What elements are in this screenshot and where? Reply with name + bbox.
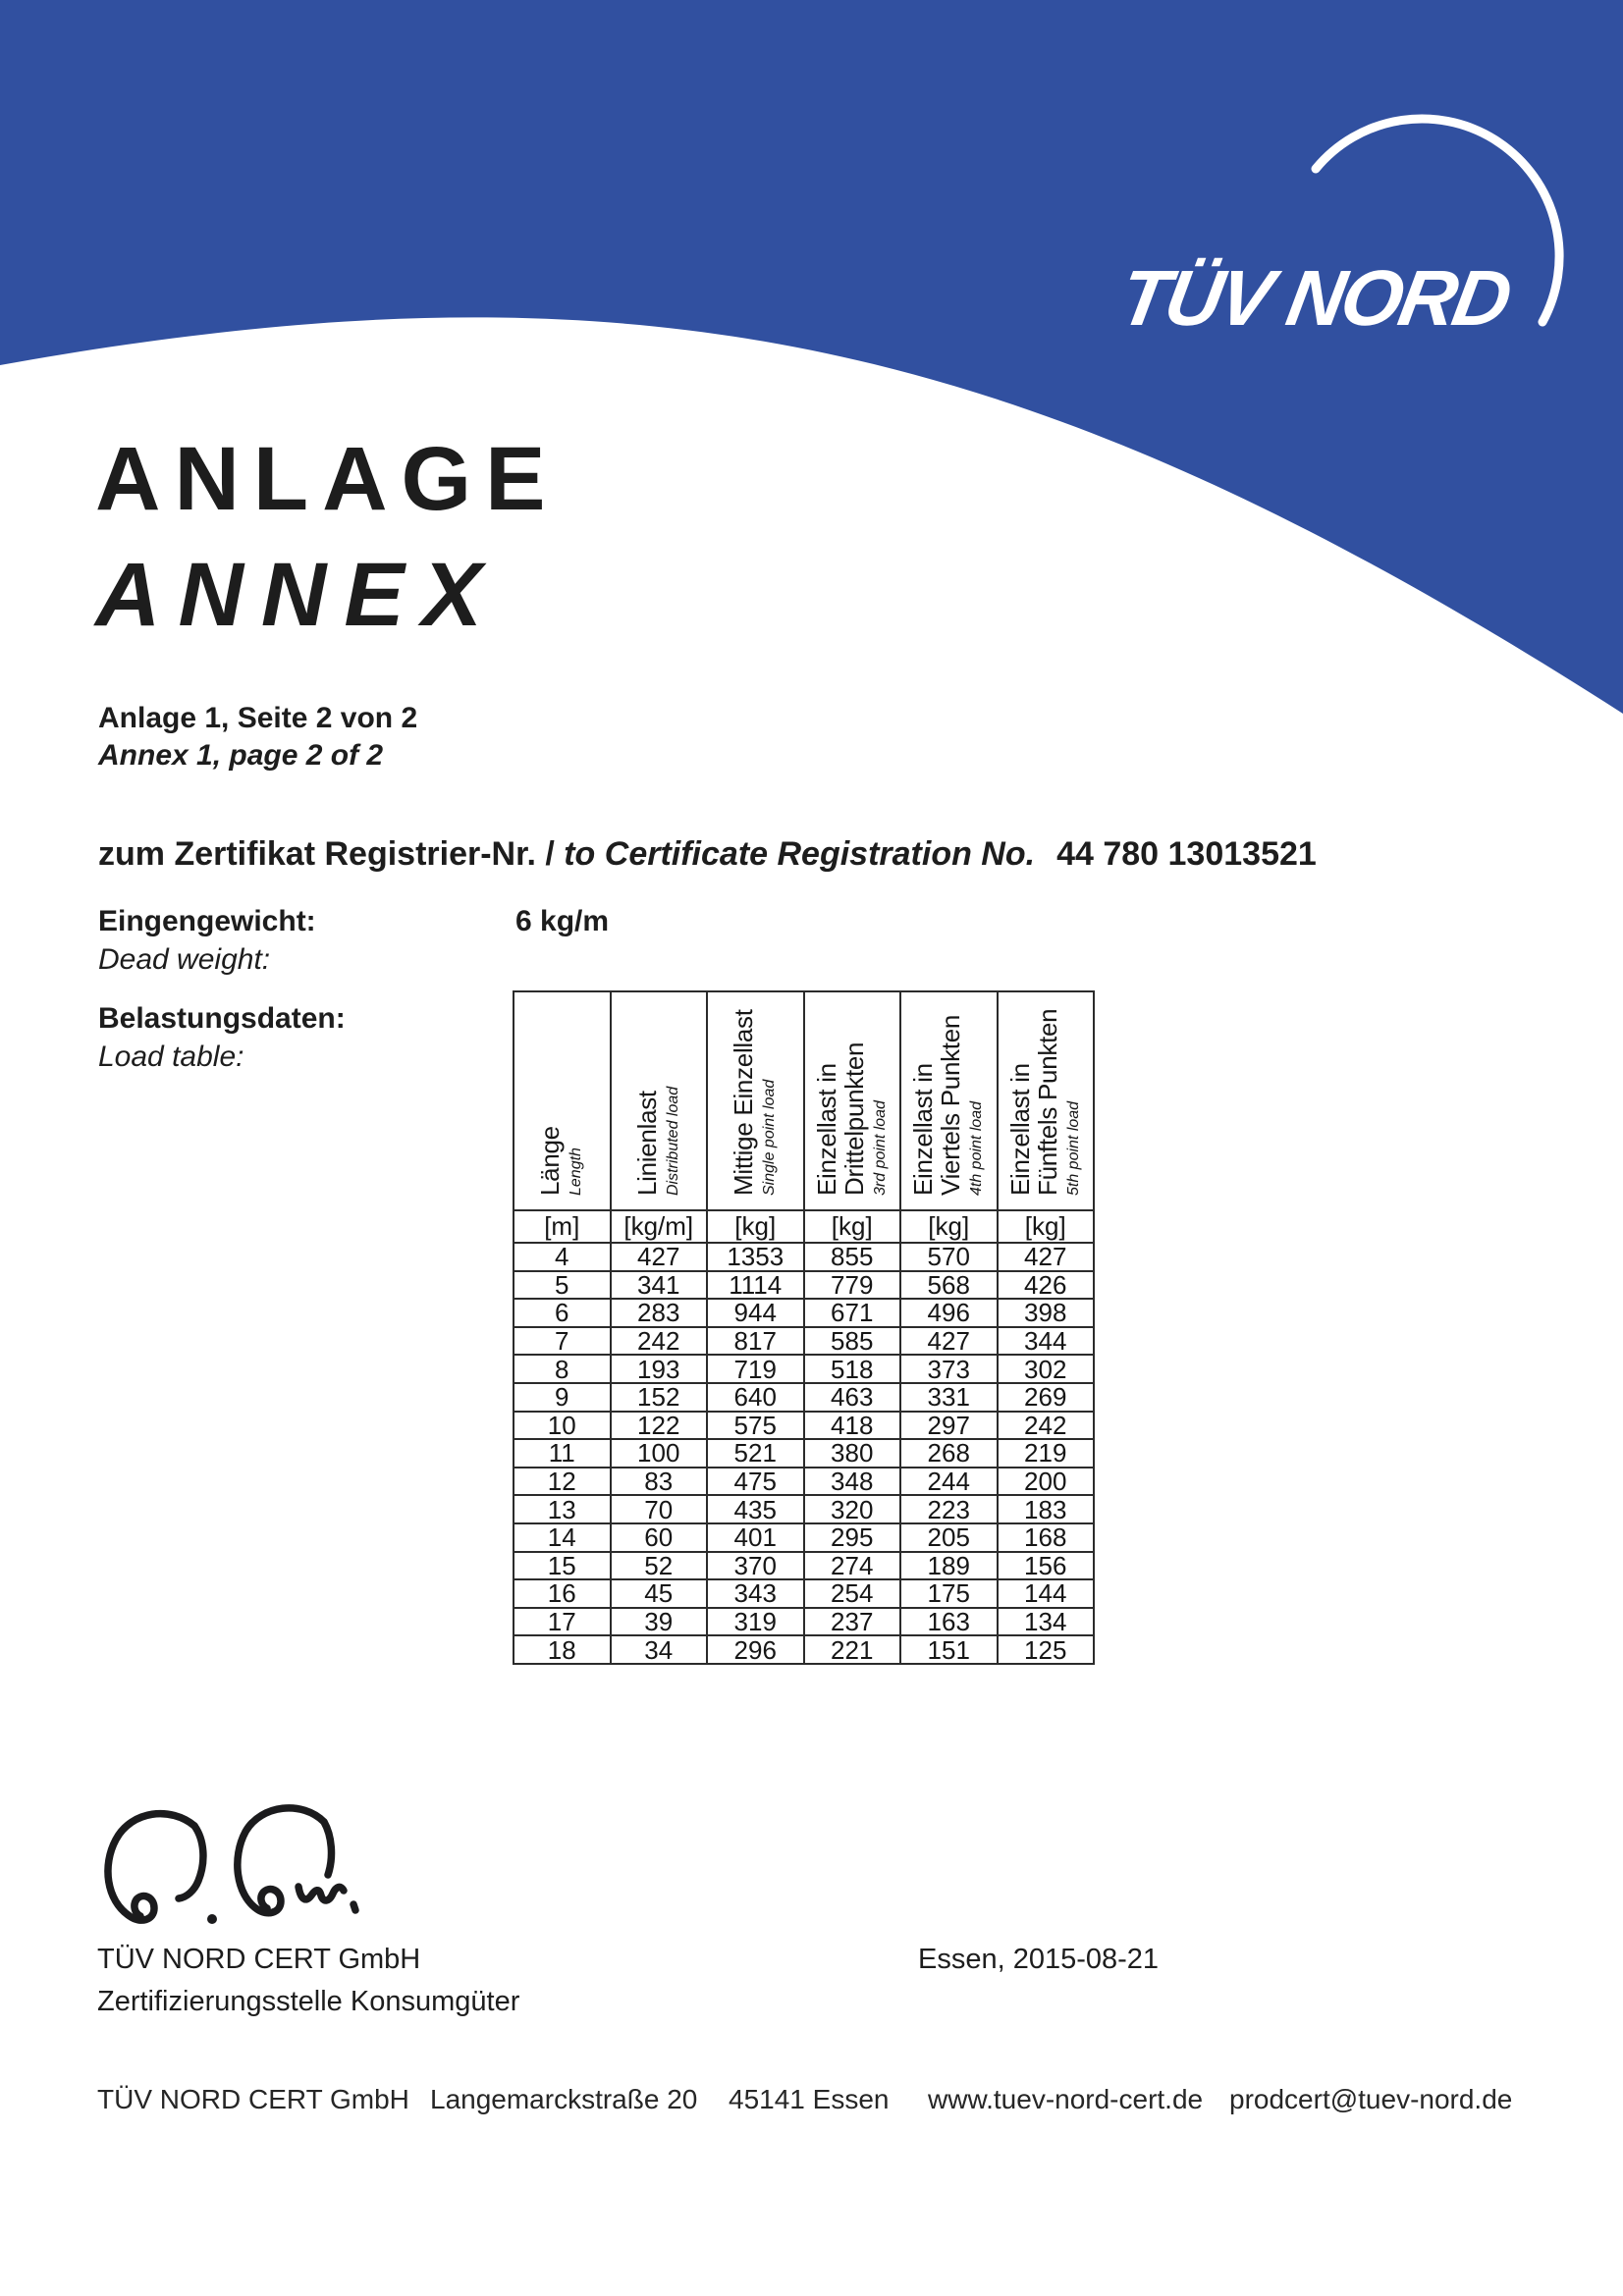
header-text: Fünftels Punkten [1032, 1008, 1062, 1196]
table-cell: 200 [998, 1468, 1095, 1496]
table-cell: 302 [998, 1355, 1095, 1383]
table-cell: 1353 [707, 1243, 804, 1271]
table-row [514, 1635, 1094, 1664]
table-header-row [514, 991, 1094, 1210]
header-text: Drittelpunkten [839, 1041, 869, 1196]
dead-weight-label-de: Eingengewicht: [98, 905, 316, 937]
dead-weight-label-en: Dead weight: [98, 943, 271, 976]
table-cell: 719 [707, 1355, 804, 1383]
certificate-registration-line [98, 834, 1317, 874]
table-cell: 237 [804, 1608, 901, 1636]
table-cell: 60 [611, 1523, 708, 1552]
table-cell: 401 [707, 1523, 804, 1552]
table-cell: 244 [900, 1468, 998, 1496]
table-cell: 125 [998, 1635, 1095, 1664]
table-cell: 34 [611, 1635, 708, 1664]
col-header-drittelpunkte [804, 991, 901, 1210]
table-cell: 398 [998, 1299, 1095, 1327]
table-cell: 10 [514, 1412, 611, 1440]
table-row [514, 1327, 1094, 1356]
table-row [514, 1468, 1094, 1496]
col-header-mittige-einzellast [707, 991, 804, 1210]
table-cell: 779 [804, 1271, 901, 1300]
table-cell: 435 [707, 1495, 804, 1523]
load-table-label-en: Load table: [98, 1041, 244, 1073]
table-cell: 183 [998, 1495, 1095, 1523]
table-cell: 52 [611, 1552, 708, 1580]
table-cell: 380 [804, 1439, 901, 1468]
annex-page-info-en: Annex 1, page 2 of 2 [98, 739, 384, 772]
unit-cell: [kg] [998, 1210, 1095, 1243]
table-cell: 189 [900, 1552, 998, 1580]
footer-website: www.tuev-nord-cert.de [928, 2084, 1204, 2114]
table-row [514, 1383, 1094, 1412]
table-cell: 274 [804, 1552, 901, 1580]
tuv-nord-logo: TÜV NORD [1112, 254, 1516, 343]
table-cell: 269 [998, 1383, 1095, 1412]
table-row [514, 1608, 1094, 1636]
table-units-row [514, 1210, 1094, 1243]
page-title-annex: ANNEX [95, 545, 501, 645]
signoff-place-date: Essen, 2015-08-21 [918, 1944, 1160, 1975]
table-cell: 944 [707, 1299, 804, 1327]
table-cell: 855 [804, 1243, 901, 1271]
table-cell: 331 [900, 1383, 998, 1412]
table-cell: 5 [514, 1271, 611, 1300]
table-cell: 463 [804, 1383, 901, 1412]
header-text: Einzellast in [1004, 1063, 1035, 1196]
col-header-laenge [514, 991, 611, 1210]
table-cell: 152 [611, 1383, 708, 1412]
table-cell: 18 [514, 1635, 611, 1664]
table-cell: 9 [514, 1383, 611, 1412]
header-text: Mittige Einzellast [729, 1009, 758, 1196]
table-body [514, 1243, 1094, 1664]
signature-scribble [96, 1802, 361, 1940]
table-cell: 348 [804, 1468, 901, 1496]
table-cell: 254 [804, 1579, 901, 1608]
table-cell: 13 [514, 1495, 611, 1523]
footer-city: 45141 Essen [729, 2084, 890, 2114]
table-cell: 11 [514, 1439, 611, 1468]
unit-cell: [kg] [900, 1210, 998, 1243]
table-cell: 221 [804, 1635, 901, 1664]
table-cell: 219 [998, 1439, 1095, 1468]
table-cell: 122 [611, 1412, 708, 1440]
dead-weight-value: 6 kg/m [515, 905, 610, 937]
table-cell: 427 [998, 1243, 1095, 1271]
table-row [514, 1243, 1094, 1271]
table-cell: 427 [900, 1327, 998, 1356]
page-title-anlage: ANLAGE [95, 429, 560, 529]
table-cell: 134 [998, 1608, 1095, 1636]
table-cell: 575 [707, 1412, 804, 1440]
header-text: Einzellast in [811, 1063, 841, 1196]
unit-cell: [kg/m] [611, 1210, 708, 1243]
header-text: Einzellast in [908, 1063, 938, 1196]
table-row [514, 1355, 1094, 1383]
col-header-viertelspunkte [900, 991, 998, 1210]
table-row [514, 1439, 1094, 1468]
table-cell: 70 [611, 1495, 708, 1523]
col-header-linienlast [611, 991, 708, 1210]
header-banner [0, 0, 1623, 815]
table-cell: 242 [998, 1412, 1095, 1440]
table-cell: 671 [804, 1299, 901, 1327]
table-cell: 496 [900, 1299, 998, 1327]
table-cell: 6 [514, 1299, 611, 1327]
table-cell: 817 [707, 1327, 804, 1356]
table-row [514, 1412, 1094, 1440]
table-cell: 296 [707, 1635, 804, 1664]
footer-company: TÜV NORD CERT GmbH [97, 2084, 409, 2114]
annex-page-info-de: Anlage 1, Seite 2 von 2 [98, 702, 418, 734]
table-cell: 297 [900, 1412, 998, 1440]
table-cell: 585 [804, 1327, 901, 1356]
table-cell: 427 [611, 1243, 708, 1271]
table-cell: 4 [514, 1243, 611, 1271]
table-row [514, 1495, 1094, 1523]
table-cell: 45 [611, 1579, 708, 1608]
table-cell: 205 [900, 1523, 998, 1552]
table-cell: 83 [611, 1468, 708, 1496]
signoff-org: TÜV NORD CERT GmbH [97, 1944, 421, 1975]
table-cell: 12 [514, 1468, 611, 1496]
signoff-dept: Zertifizierungsstelle Konsumgüter [97, 1986, 520, 2017]
header-text: Viertels Punkten [936, 1014, 965, 1196]
table-cell: 268 [900, 1439, 998, 1468]
load-table [513, 990, 1095, 1665]
header-text: Linienlast [631, 1091, 662, 1196]
col-header-fuenftelspunkte [998, 991, 1095, 1210]
unit-cell: [kg] [804, 1210, 901, 1243]
table-cell: 418 [804, 1412, 901, 1440]
unit-cell: [kg] [707, 1210, 804, 1243]
table-cell: 223 [900, 1495, 998, 1523]
table-cell: 144 [998, 1579, 1095, 1608]
table-cell: 319 [707, 1608, 804, 1636]
table-cell: 151 [900, 1635, 998, 1664]
table-cell: 568 [900, 1271, 998, 1300]
table-cell: 518 [804, 1355, 901, 1383]
unit-cell: [m] [514, 1210, 611, 1243]
table-cell: 175 [900, 1579, 998, 1608]
table-cell: 156 [998, 1552, 1095, 1580]
table-cell: 344 [998, 1327, 1095, 1356]
table-cell: 17 [514, 1608, 611, 1636]
table-row [514, 1552, 1094, 1580]
header-subtext: Distributed load [664, 1086, 681, 1196]
table-cell: 521 [707, 1439, 804, 1468]
table-cell: 475 [707, 1468, 804, 1496]
header-subtext: 4th point load [968, 1100, 985, 1196]
header-subtext: 3rd point load [871, 1100, 889, 1196]
table-cell: 373 [900, 1355, 998, 1383]
table-cell: 283 [611, 1299, 708, 1327]
table-cell: 7 [514, 1327, 611, 1356]
table-row [514, 1523, 1094, 1552]
table-cell: 193 [611, 1355, 708, 1383]
table-cell: 16 [514, 1579, 611, 1608]
cert-label-de: zum Zertifikat Registrier-Nr. / [98, 835, 565, 873]
header-subtext: Length [568, 1148, 584, 1196]
table-row [514, 1299, 1094, 1327]
table-cell: 343 [707, 1579, 804, 1608]
table-row [514, 1271, 1094, 1300]
table-cell: 640 [707, 1383, 804, 1412]
header-subtext: Single point load [761, 1079, 778, 1196]
table-cell: 168 [998, 1523, 1095, 1552]
header-subtext: 5th point load [1064, 1100, 1082, 1196]
table-cell: 100 [611, 1439, 708, 1468]
table-cell: 295 [804, 1523, 901, 1552]
table-cell: 570 [900, 1243, 998, 1271]
load-table-label-de: Belastungsdaten: [98, 1002, 346, 1035]
header-text: Länge [535, 1126, 565, 1196]
table-cell: 163 [900, 1608, 998, 1636]
table-cell: 1114 [707, 1271, 804, 1300]
table-cell: 370 [707, 1552, 804, 1580]
table-cell: 426 [998, 1271, 1095, 1300]
table-cell: 39 [611, 1608, 708, 1636]
table-row [514, 1579, 1094, 1608]
footer-street: Langemarckstraße 20 [430, 2084, 698, 2114]
certificate-number: 44 780 13013521 [1056, 835, 1317, 873]
footer-email: prodcert@tuev-nord.de [1229, 2084, 1513, 2114]
table-cell: 15 [514, 1552, 611, 1580]
table-cell: 14 [514, 1523, 611, 1552]
table-cell: 242 [611, 1327, 708, 1356]
table-cell: 341 [611, 1271, 708, 1300]
table-cell: 320 [804, 1495, 901, 1523]
cert-label-en: to Certificate Registration No. [564, 835, 1036, 873]
table-cell: 8 [514, 1355, 611, 1383]
